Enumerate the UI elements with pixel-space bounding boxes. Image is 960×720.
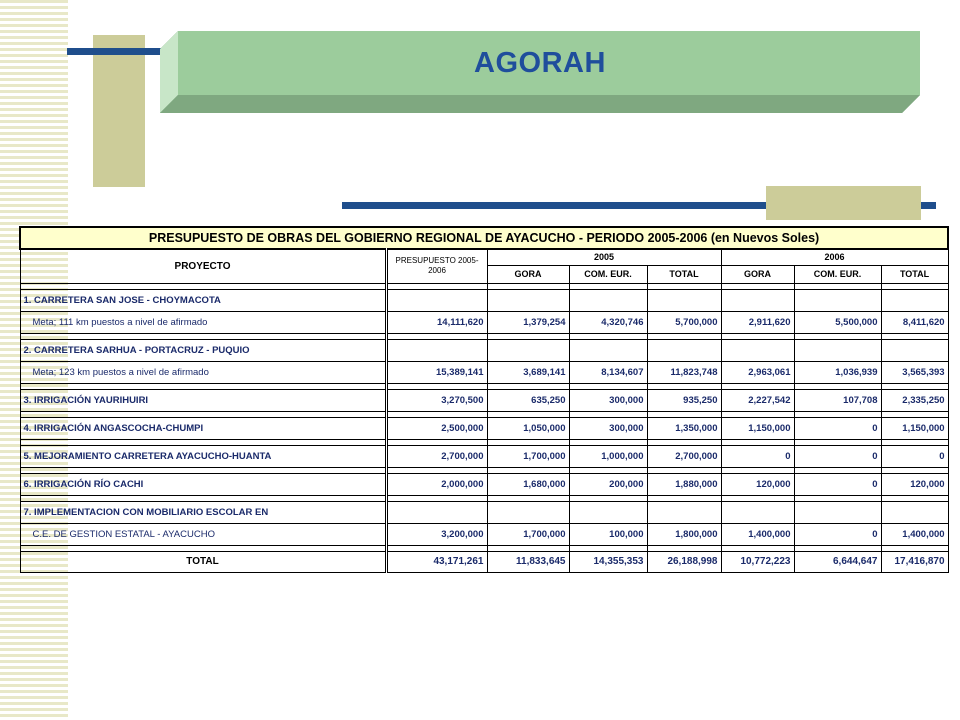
value-cell: 2,700,000 [386, 445, 487, 467]
project-meta: Meta; 111 km puestos a nivel de afirmado [20, 311, 386, 333]
value-cell: 1,700,000 [487, 523, 569, 545]
project-row [20, 445, 948, 467]
value-cell: 1,400,000 [721, 523, 794, 545]
empty-cell [721, 339, 794, 361]
header-total-2005: TOTAL [647, 265, 721, 283]
header-presupuesto: PRESUPUESTO 2005-2006 [386, 249, 487, 283]
empty-cell [569, 339, 647, 361]
empty-cell [569, 289, 647, 311]
empty-cell [647, 339, 721, 361]
empty-cell [386, 501, 487, 523]
empty-cell [487, 289, 569, 311]
value-cell: 3,200,000 [386, 523, 487, 545]
value-cell: 15,389,141 [386, 361, 487, 383]
value-cell: 200,000 [569, 473, 647, 495]
project-meta-row [20, 311, 948, 333]
table-title: PRESUPUESTO DE OBRAS DEL GOBIERNO REGIONAL DE AYACUCHO - PERIODO 2005-2006 (en Nuevos Soles) [20, 227, 948, 249]
value-cell: 1,379,254 [487, 311, 569, 333]
value-cell: 1,000,000 [569, 445, 647, 467]
empty-cell [386, 339, 487, 361]
value-cell: 0 [794, 473, 881, 495]
vertical-deco-bar [93, 35, 145, 187]
empty-cell [569, 501, 647, 523]
value-cell: 1,150,000 [881, 417, 948, 439]
project-row [20, 473, 948, 495]
empty-cell [487, 501, 569, 523]
value-cell: 107,708 [794, 389, 881, 411]
value-cell: 2,911,620 [721, 311, 794, 333]
empty-cell [487, 339, 569, 361]
project-name: 3. IRRIGACIÓN YAURIHUIRI [20, 389, 386, 411]
project-name: 1. CARRETERA SAN JOSE - CHOYMACOTA [20, 289, 386, 311]
table-body [20, 283, 948, 551]
total-value: 10,772,223 [721, 551, 794, 572]
title-banner [160, 31, 920, 113]
value-cell: 3,689,141 [487, 361, 569, 383]
empty-cell [721, 289, 794, 311]
deco-block [766, 186, 921, 220]
value-cell: 120,000 [881, 473, 948, 495]
total-value: 17,416,870 [881, 551, 948, 572]
value-cell: 5,500,000 [794, 311, 881, 333]
value-cell: 1,036,939 [794, 361, 881, 383]
empty-cell [721, 501, 794, 523]
empty-cell [647, 289, 721, 311]
header-gora-2006: GORA [721, 265, 794, 283]
value-cell: 8,411,620 [881, 311, 948, 333]
header-year-2005: 2005 [487, 249, 721, 265]
empty-cell [881, 289, 948, 311]
value-cell: 4,320,746 [569, 311, 647, 333]
value-cell: 1,150,000 [721, 417, 794, 439]
project-row [20, 339, 948, 361]
value-cell: 2,963,061 [721, 361, 794, 383]
value-cell: 1,700,000 [487, 445, 569, 467]
empty-cell [794, 339, 881, 361]
value-cell: 2,000,000 [386, 473, 487, 495]
project-meta-row [20, 523, 948, 545]
value-cell: 3,270,500 [386, 389, 487, 411]
project-meta: Meta; 123 km puestos a nivel de afirmado [20, 361, 386, 383]
value-cell: 0 [881, 445, 948, 467]
project-name: 5. MEJORAMIENTO CARRETERA AYACUCHO-HUANTA [20, 445, 386, 467]
total-row [20, 551, 948, 572]
header-gora-2005: GORA [487, 265, 569, 283]
project-meta: C.E. DE GESTION ESTATAL - AYACUCHO [20, 523, 386, 545]
project-row [20, 417, 948, 439]
value-cell: 0 [794, 445, 881, 467]
value-cell: 1,350,000 [647, 417, 721, 439]
value-cell: 120,000 [721, 473, 794, 495]
header-total-2006: TOTAL [881, 265, 948, 283]
value-cell: 8,134,607 [569, 361, 647, 383]
empty-cell [647, 501, 721, 523]
header-proyecto: PROYECTO [20, 249, 386, 283]
value-cell: 300,000 [569, 389, 647, 411]
budget-table [19, 226, 949, 573]
value-cell: 2,335,250 [881, 389, 948, 411]
empty-cell [794, 501, 881, 523]
total-value: 6,644,647 [794, 551, 881, 572]
project-name: 7. IMPLEMENTACION CON MOBILIARIO ESCOLAR EN [20, 501, 386, 523]
header-com-eur-2006: COM. EUR. [794, 265, 881, 283]
header-year-2006: 2006 [721, 249, 948, 265]
project-name: 4. IRRIGACIÓN ANGASCOCHA-CHUMPI [20, 417, 386, 439]
project-meta-row [20, 361, 948, 383]
total-value: 11,833,645 [487, 551, 569, 572]
value-cell: 5,700,000 [647, 311, 721, 333]
value-cell: 11,823,748 [647, 361, 721, 383]
project-row [20, 389, 948, 411]
value-cell: 300,000 [569, 417, 647, 439]
value-cell: 1,400,000 [881, 523, 948, 545]
empty-cell [881, 339, 948, 361]
value-cell: 935,250 [647, 389, 721, 411]
value-cell: 1,050,000 [487, 417, 569, 439]
project-name: 6. IRRIGACIÓN RÍO CACHI [20, 473, 386, 495]
empty-cell [386, 289, 487, 311]
empty-cell [881, 501, 948, 523]
value-cell: 2,227,542 [721, 389, 794, 411]
budget-table-container [19, 226, 947, 667]
value-cell: 2,700,000 [647, 445, 721, 467]
total-value: 43,171,261 [386, 551, 487, 572]
value-cell: 0 [794, 523, 881, 545]
value-cell: 635,250 [487, 389, 569, 411]
project-name: 2. CARRETERA SARHUA - PORTACRUZ - PUQUIO [20, 339, 386, 361]
value-cell: 1,880,000 [647, 473, 721, 495]
slide-title: AGORAH [474, 47, 606, 79]
value-cell: 2,500,000 [386, 417, 487, 439]
header-com-eur-2005: COM. EUR. [569, 265, 647, 283]
value-cell: 0 [721, 445, 794, 467]
project-row [20, 501, 948, 523]
total-label: TOTAL [20, 551, 386, 572]
value-cell: 1,680,000 [487, 473, 569, 495]
value-cell: 14,111,620 [386, 311, 487, 333]
empty-cell [794, 289, 881, 311]
value-cell: 0 [794, 417, 881, 439]
value-cell: 100,000 [569, 523, 647, 545]
value-cell: 1,800,000 [647, 523, 721, 545]
top-accent-line [67, 48, 162, 55]
total-value: 14,355,353 [569, 551, 647, 572]
project-row [20, 289, 948, 311]
total-value: 26,188,998 [647, 551, 721, 572]
value-cell: 3,565,393 [881, 361, 948, 383]
